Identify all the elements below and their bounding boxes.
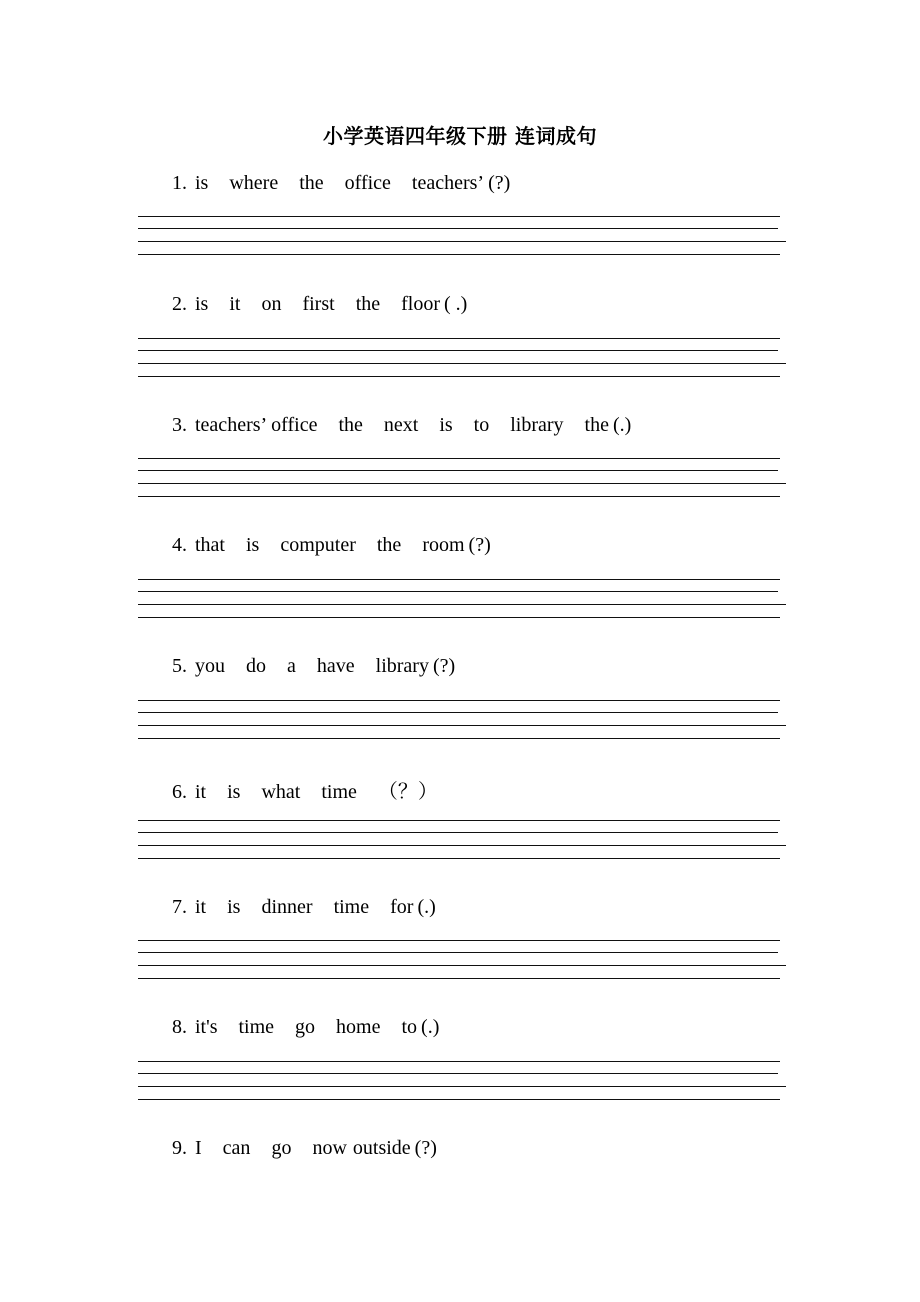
answer-lines-2[interactable] [138, 338, 786, 384]
word: first [302, 293, 335, 315]
word: where [229, 172, 279, 194]
answer-lines-8[interactable] [138, 1061, 786, 1107]
word: office [271, 414, 318, 436]
answer-lines-5[interactable] [138, 700, 786, 746]
question-number: 7. [172, 896, 187, 918]
punctuation: (?) [432, 655, 456, 677]
word: the [299, 172, 324, 194]
question-7 [172, 896, 436, 919]
word: a [287, 655, 296, 677]
answer-line [138, 952, 778, 953]
word: you [195, 655, 225, 677]
word: is [195, 293, 209, 315]
word: to [473, 414, 490, 436]
word: do [246, 655, 266, 677]
question-number: 4. [172, 534, 187, 556]
question-number: 2. [172, 293, 187, 315]
word: that [195, 534, 225, 556]
word: time [321, 781, 357, 803]
answer-line [138, 458, 780, 459]
answer-line [138, 254, 780, 255]
answer-line [138, 1061, 780, 1062]
answer-line [138, 858, 780, 859]
word: can [222, 1137, 251, 1159]
word: room [422, 534, 465, 556]
word: it [229, 293, 241, 315]
word: go [295, 1016, 316, 1038]
question-8 [172, 1016, 439, 1039]
answer-line [138, 820, 780, 821]
word: it [195, 781, 207, 803]
answer-line [138, 1099, 780, 1100]
word: the [355, 293, 381, 315]
punctuation: (.) [417, 896, 436, 918]
answer-line [138, 483, 786, 484]
answer-line [138, 725, 786, 726]
question-1 [172, 172, 510, 195]
word: it's [195, 1016, 218, 1038]
answer-line [138, 965, 786, 966]
question-2 [172, 293, 467, 316]
word: it [195, 896, 207, 918]
question-number: 1. [172, 172, 187, 194]
punctuation: (.) [421, 1016, 440, 1038]
word: floor [401, 293, 441, 315]
answer-line [138, 712, 778, 713]
word: is [246, 534, 260, 556]
answer-line [138, 579, 780, 580]
answer-line [138, 1073, 778, 1074]
answer-line [138, 604, 786, 605]
answer-lines-4[interactable] [138, 579, 786, 625]
punctuation: (?) [488, 172, 511, 194]
answer-lines-7[interactable] [138, 940, 786, 986]
answer-line [138, 738, 780, 739]
answer-line [138, 1086, 786, 1087]
word: home [336, 1016, 381, 1038]
answer-line [138, 978, 780, 979]
word: is [439, 414, 453, 436]
word: library [510, 414, 564, 436]
word: dinner [261, 896, 313, 918]
word: have [316, 655, 355, 677]
punctuation: ( .) [444, 293, 468, 315]
answer-line [138, 228, 778, 229]
word: time [238, 1016, 275, 1038]
answer-line [138, 350, 778, 351]
word: teachers’ [195, 414, 268, 436]
word: library [375, 655, 429, 677]
word: time [333, 896, 370, 918]
word: for [390, 896, 414, 918]
punctuation: (?) [468, 534, 491, 556]
word: what [261, 781, 301, 803]
answer-line [138, 241, 786, 242]
answer-line [138, 940, 780, 941]
answer-line [138, 376, 780, 377]
answer-line [138, 496, 780, 497]
word: next [383, 414, 419, 436]
question-number: 5. [172, 655, 187, 677]
word: on [261, 293, 282, 315]
word: teachers’ [411, 172, 485, 194]
answer-lines-3[interactable] [138, 458, 786, 504]
answer-line [138, 591, 778, 592]
word: office [344, 172, 391, 194]
answer-lines-6[interactable] [138, 820, 786, 866]
word: the [338, 414, 363, 436]
word: go [271, 1137, 292, 1159]
worksheet-title: 小学英语四年级下册 连词成句 [323, 124, 597, 148]
word: the [376, 534, 402, 556]
punctuation: (?) [414, 1137, 437, 1159]
answer-line [138, 700, 780, 701]
answer-line [138, 363, 786, 364]
word: computer [280, 534, 356, 556]
answer-line [138, 338, 780, 339]
question-4 [172, 534, 491, 557]
word: is [195, 172, 209, 194]
question-number: 6. [172, 781, 187, 803]
answer-line [138, 617, 780, 618]
word: is [227, 781, 241, 803]
answer-line [138, 216, 780, 217]
answer-line [138, 470, 778, 471]
question-3 [172, 414, 631, 437]
word: is [227, 896, 241, 918]
word: to [401, 1016, 418, 1038]
punctuation: (.) [612, 414, 632, 436]
question-number: 8. [172, 1016, 187, 1038]
punctuation: （？） [377, 781, 438, 803]
question-5 [172, 655, 455, 678]
question-number: 9. [172, 1137, 187, 1159]
answer-lines-1[interactable] [138, 216, 786, 262]
word: now [312, 1137, 347, 1159]
answer-line [138, 845, 786, 846]
word: the [584, 414, 609, 436]
word: outside [352, 1137, 411, 1159]
question-6 [172, 775, 438, 804]
question-9 [172, 1137, 437, 1160]
question-number: 3. [172, 414, 187, 436]
answer-line [138, 832, 778, 833]
word: I [195, 1137, 202, 1159]
